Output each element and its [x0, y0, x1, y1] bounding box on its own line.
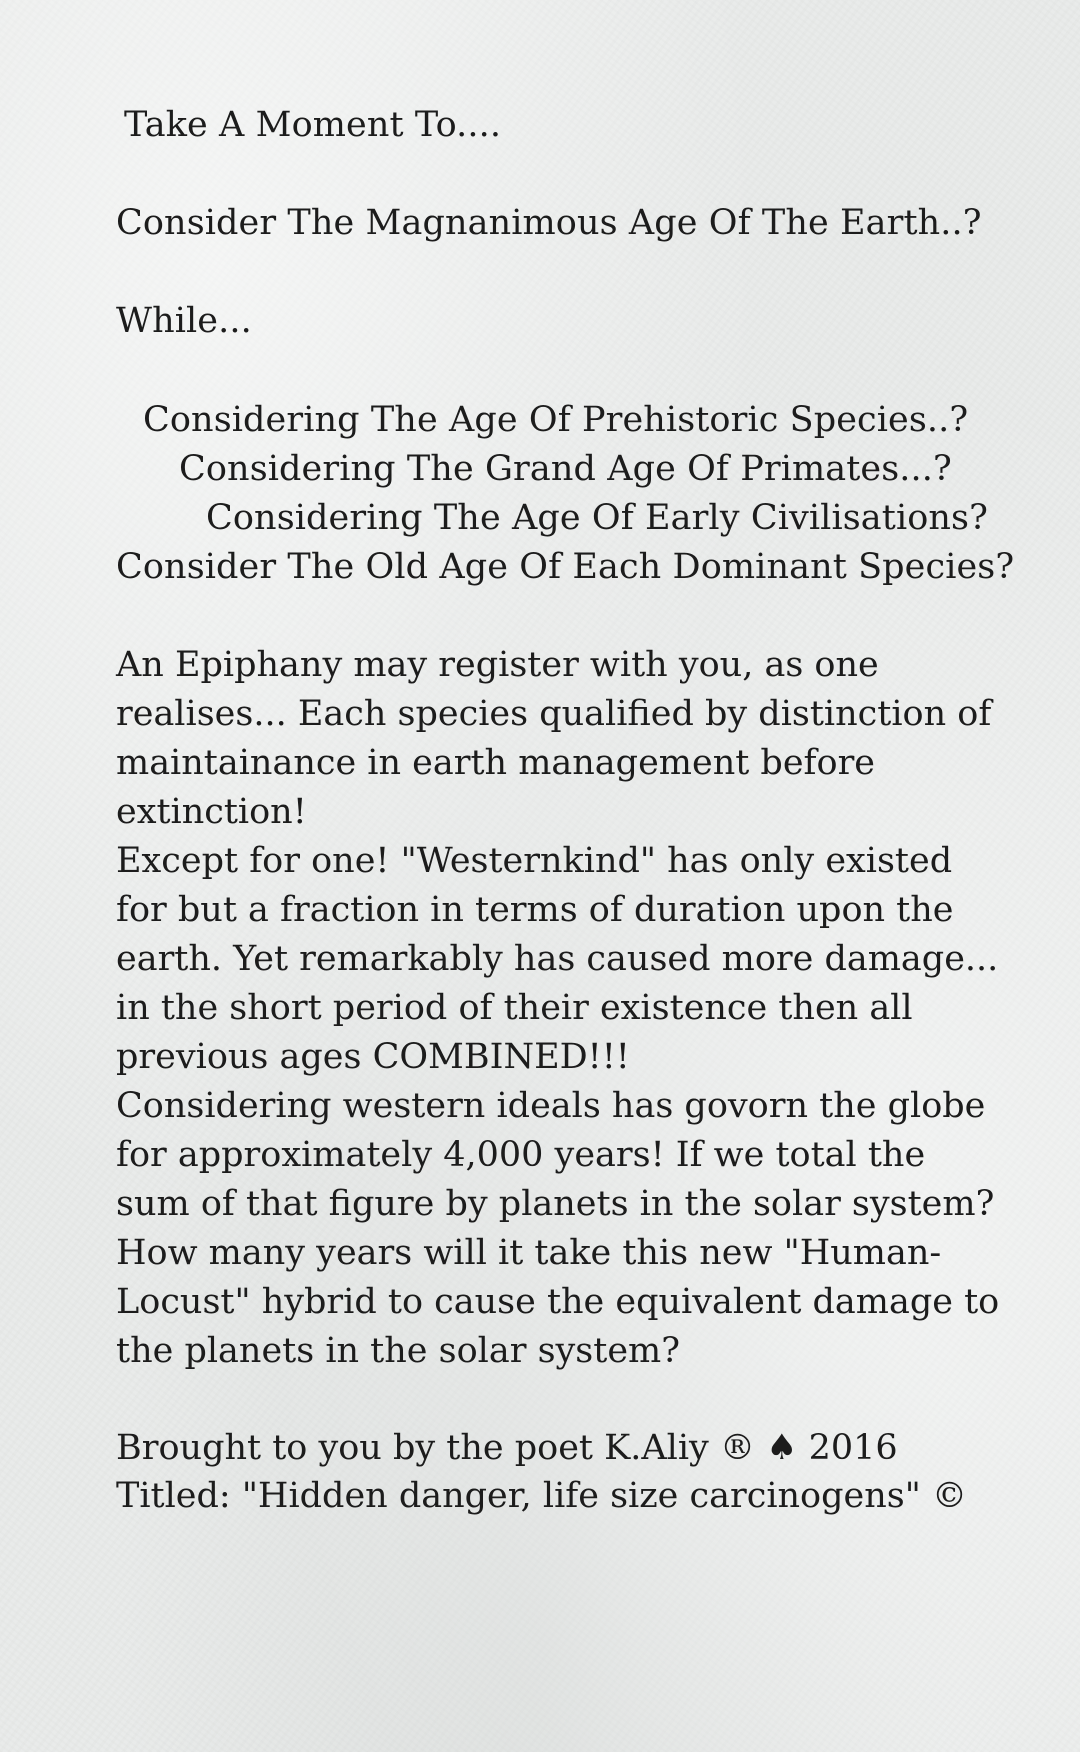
body-line: earth. Yet remarkably has caused more damage...: [116, 939, 999, 979]
body-line: Considering western ideals has govorn the globe: [116, 1086, 986, 1126]
body-line: sum of that figure by planets in the solar system?: [116, 1184, 995, 1224]
body-line: realises... Each species qualified by distinction of: [116, 694, 992, 734]
body-line: extinction!: [116, 792, 307, 832]
body-line: previous ages COMBINED!!!: [116, 1037, 630, 1077]
body-line: for approximately 4,000 years! If we total the: [116, 1135, 926, 1175]
signature-line: Brought to you by the poet K.Aliy ® ♠ 2016: [116, 1428, 898, 1468]
titled-line: Titled: "Hidden danger, life size carcinogens" ©: [116, 1476, 967, 1516]
body-line: Locust" hybrid to cause the equivalent damage to: [116, 1282, 1000, 1322]
body-line: in the short period of their existence then all: [116, 988, 913, 1028]
poem-while: While...: [116, 301, 252, 341]
body-line: How many years will it take this new "Human-: [116, 1233, 942, 1273]
consideration-line: Considering The Age Of Prehistoric Species..?: [143, 400, 969, 440]
body-line: for but a fraction in terms of duration upon the: [116, 890, 954, 930]
consideration-line: Consider The Old Age Of Each Dominant Species?: [116, 547, 1015, 587]
poem-body: [116, 641, 999, 1376]
body-line: the planets in the solar system?: [116, 1331, 680, 1371]
body-line: maintainance in earth management before: [116, 743, 876, 783]
poem-title: Take A Moment To....: [124, 105, 502, 145]
signature-block: [116, 1424, 967, 1520]
body-line: Except for one! "Westernkind" has only existed: [116, 841, 953, 881]
body-line: An Epiphany may register with you, as one: [116, 645, 879, 685]
consideration-line: Considering The Grand Age Of Primates...?: [179, 449, 952, 489]
consideration-line: Considering The Age Of Early Civilisations?: [206, 498, 988, 538]
poem-question: Consider The Magnanimous Age Of The Earth..?: [116, 203, 982, 243]
